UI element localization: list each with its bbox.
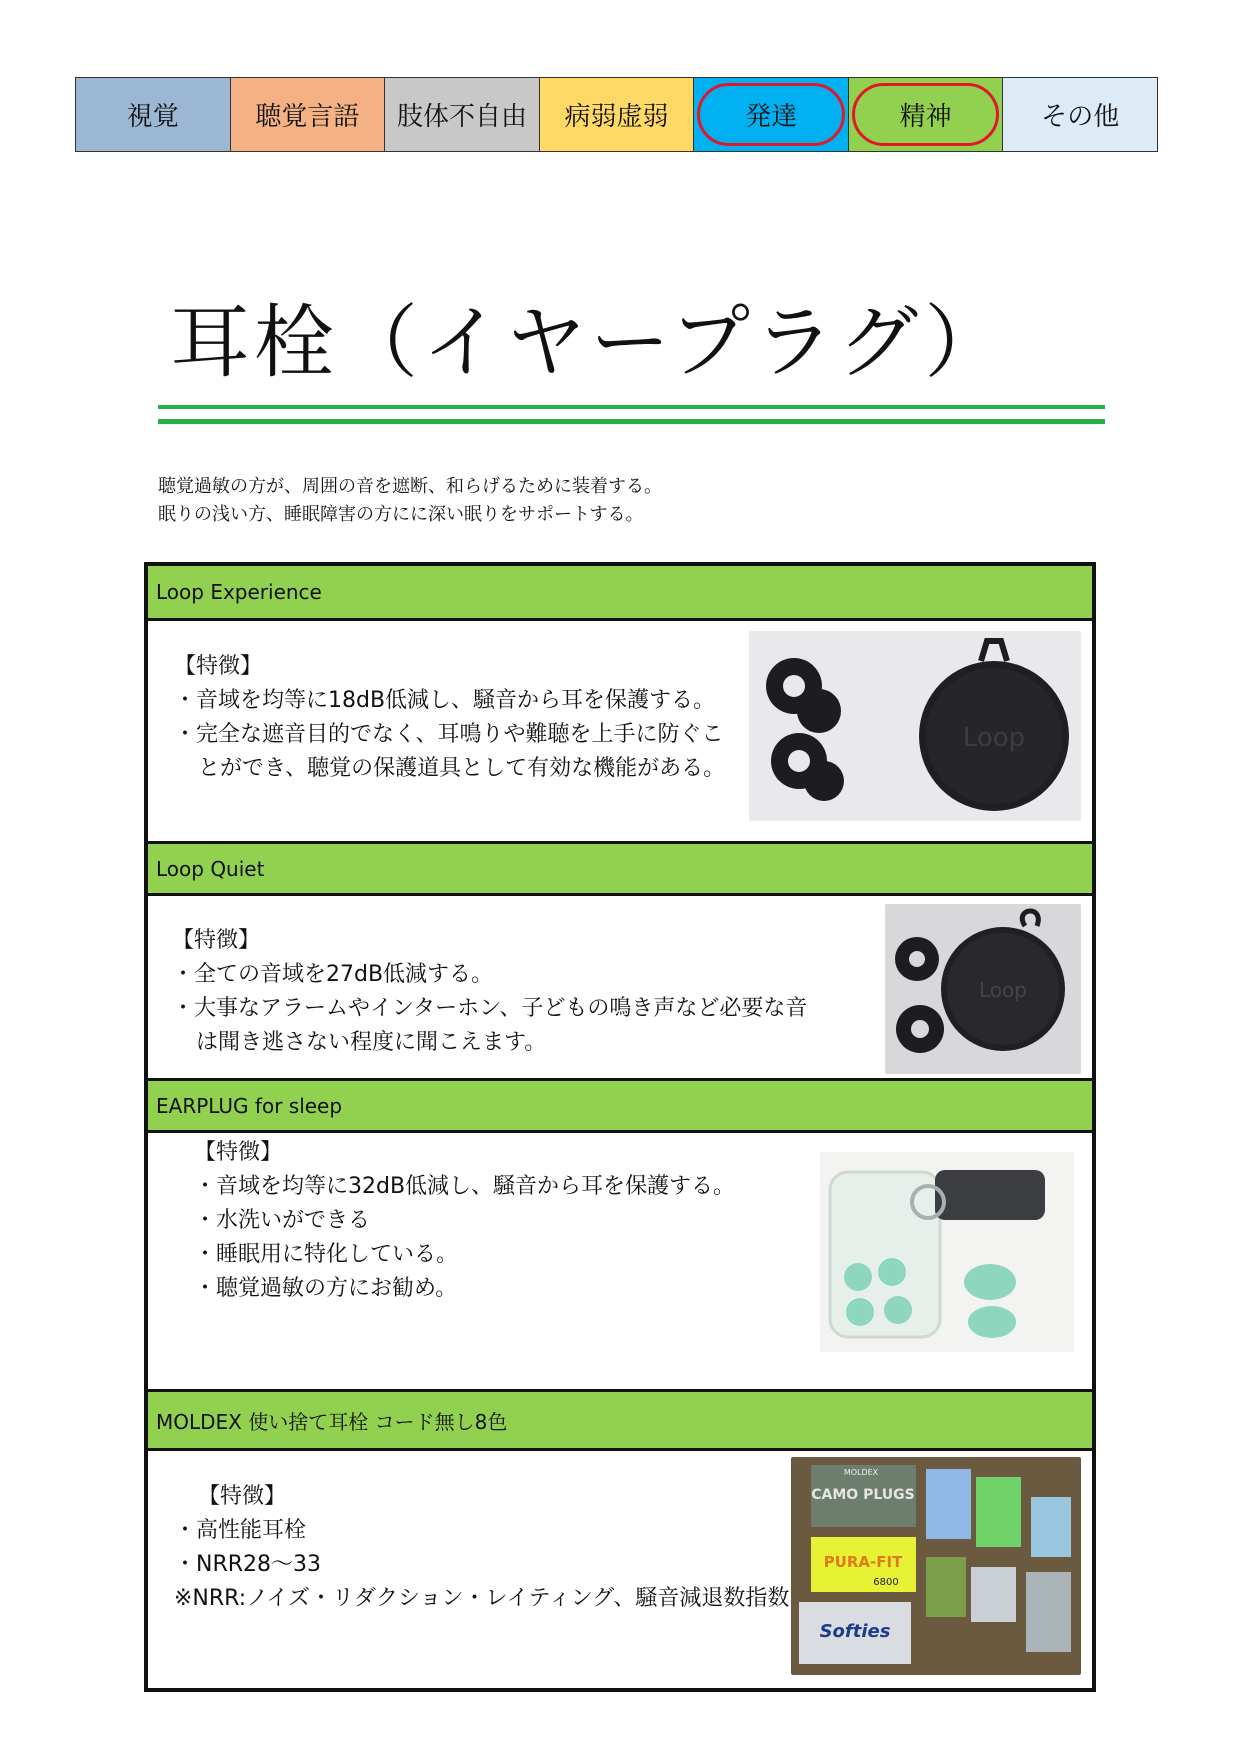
- title-rule-top: [158, 405, 1105, 409]
- feature-line: は聞き逃さない程度に聞こえます。: [196, 1030, 547, 1055]
- product-header-earplug-sleep: EARPLUG for sleep: [148, 1078, 1092, 1133]
- feature-heading: 【特徴】: [198, 1484, 287, 1509]
- category-other: その他: [1003, 78, 1157, 151]
- feature-line: ・水洗いができる: [194, 1208, 371, 1233]
- feature-line: ・音域を均等に18dB低減し、騒音から耳を保護する。: [174, 688, 716, 713]
- feature-line: ・大事なアラームやインターホン、子どもの鳴き声など必要な音: [172, 996, 808, 1021]
- feature-line: ※NRR:ノイズ・リダクション・レイティング、騒音減退数指数: [174, 1586, 790, 1611]
- earplug-sleep-photo: [820, 1152, 1074, 1352]
- product-features-earplug-sleep: [194, 1136, 735, 1306]
- loop-logo-text: Loop: [962, 723, 1026, 753]
- product-features-loop-quiet: [172, 924, 807, 1060]
- category-hearing-language: 聴覚言語: [231, 78, 386, 151]
- feature-line: ・高性能耳栓: [174, 1518, 307, 1543]
- category-illness: 病弱虚弱: [540, 78, 695, 151]
- feature-line: ・NRR28～33: [174, 1552, 322, 1577]
- feature-line: ・音域を均等に32dB低減し、騒音から耳を保護する。: [194, 1174, 736, 1199]
- feature-line: ・完全な遮音目的でなく、耳鳴りや難聴を上手に防ぐこ: [174, 722, 724, 747]
- feature-line: ・聴覚過敏の方にお勧め。: [194, 1276, 458, 1301]
- loop-experience-photo: [749, 631, 1081, 821]
- product-features-moldex: [174, 1480, 789, 1616]
- package-label: PURA-FIT: [823, 1553, 903, 1571]
- product-header-loop-experience: Loop Experience: [148, 566, 1092, 621]
- loop-quiet-photo: [885, 904, 1081, 1074]
- category-bar: [75, 77, 1158, 152]
- intro-text: [158, 473, 662, 529]
- package-label: 6800: [873, 1577, 899, 1588]
- feature-heading: 【特徴】: [172, 928, 261, 953]
- intro-line: 眠りの浅い方、睡眠障害の方にに深い眠りをサポートする。: [158, 504, 644, 525]
- intro-line: 聴覚過敏の方が、周囲の音を遮断、和らげるために装着する。: [158, 476, 662, 497]
- product-header-moldex: MOLDEX 使い捨て耳栓 コード無し8色: [148, 1389, 1092, 1451]
- loop-logo-text: Loop: [979, 978, 1027, 1002]
- package-label: CAMO PLUGS: [811, 1487, 915, 1503]
- product-header-loop-quiet: Loop Quiet: [148, 841, 1092, 896]
- moldex-photo: [791, 1457, 1081, 1675]
- category-developmental: 発達: [694, 78, 849, 151]
- category-mental: 精神: [849, 78, 1004, 151]
- title-rule-bottom: [158, 419, 1105, 424]
- category-visual: 視覚: [76, 78, 231, 151]
- package-label: Softies: [819, 1621, 891, 1642]
- product-table: [144, 562, 1096, 1692]
- feature-line: ・全ての音域を27dB低減する。: [172, 962, 494, 987]
- feature-line: とができ、聴覚の保護道具として有効な機能がある。: [198, 756, 726, 781]
- product-features-loop-experience: [174, 650, 725, 786]
- feature-line: ・睡眠用に特化している。: [194, 1242, 459, 1267]
- page-title: 耳栓（イヤープラグ）: [170, 296, 1009, 389]
- feature-heading: 【特徴】: [194, 1140, 283, 1165]
- category-physical: 肢体不自由: [385, 78, 540, 151]
- feature-heading: 【特徴】: [174, 654, 263, 679]
- package-label: MOLDEX: [843, 1468, 879, 1477]
